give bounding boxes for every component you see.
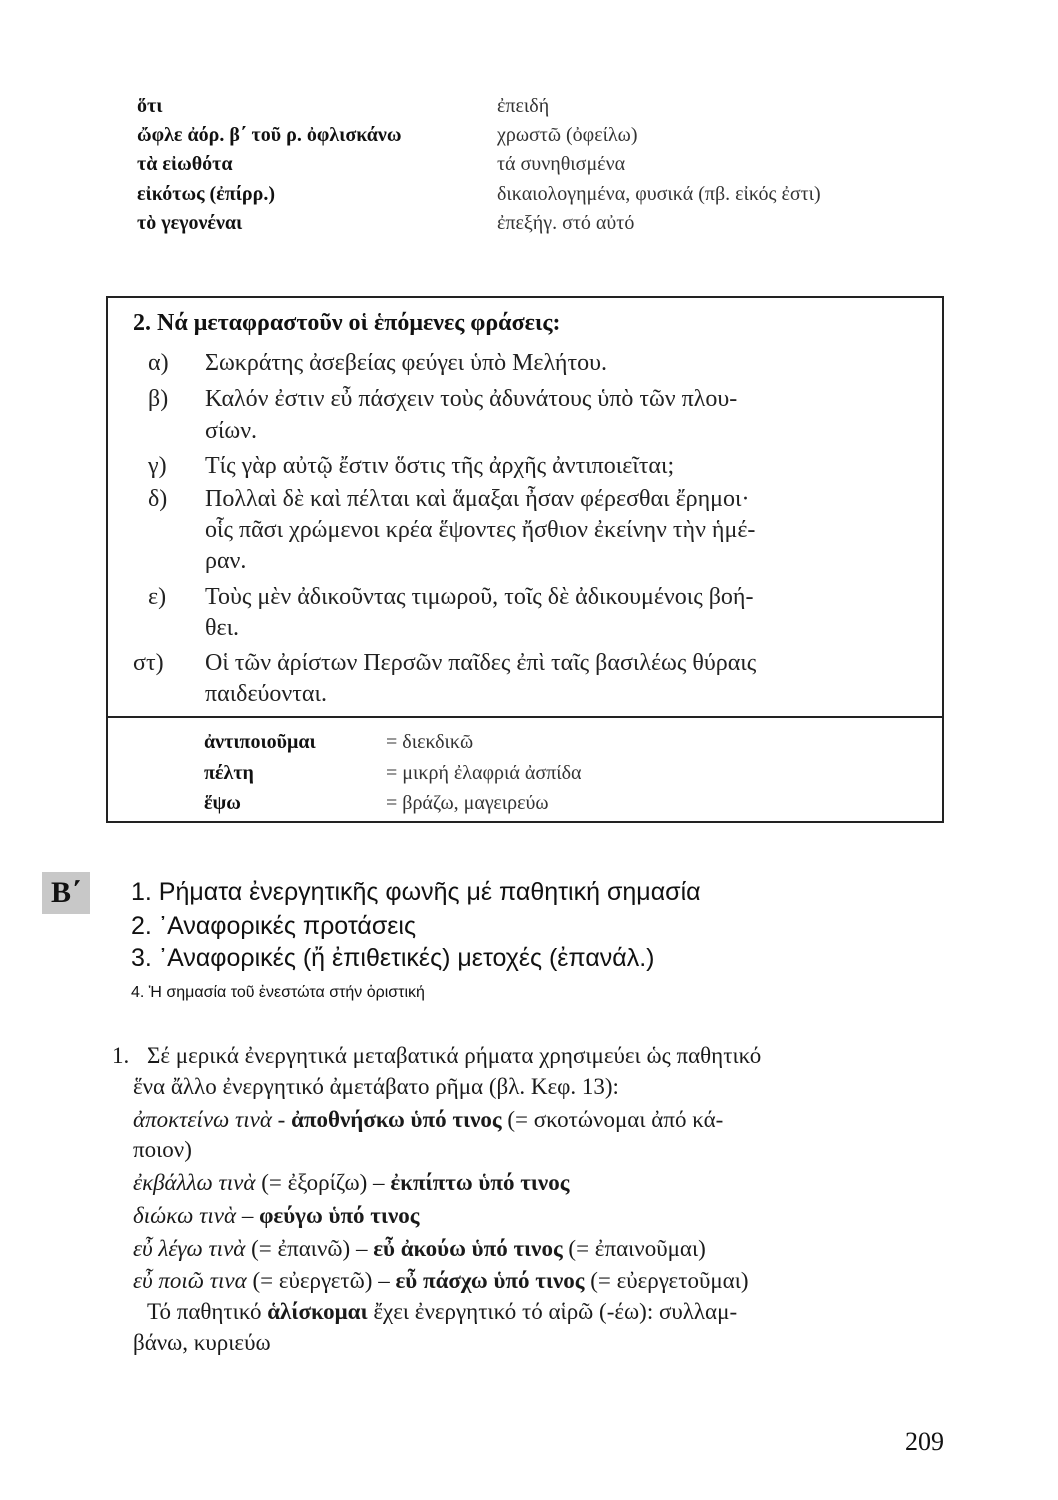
vocab-term: ἀντιποιοῦμαι <box>204 731 316 753</box>
exercise-label: β) <box>148 386 169 412</box>
glossary-term: εἰκότως (ἐπίρρ.) <box>137 183 275 205</box>
text-run: ἔχει ἐνεργητικό τό αἱρῶ (-έω): συλλαμ- <box>367 1299 738 1324</box>
exercise-label: γ) <box>148 453 167 479</box>
glossary-meaning: τά συνηθισμένα <box>497 153 626 175</box>
example-line: ποιον) <box>133 1137 192 1162</box>
passive-equivalent: εὖ πάσχω ὑπό τινος <box>395 1268 585 1293</box>
example-line <box>133 1203 420 1229</box>
exercise-label: α) <box>148 350 169 376</box>
glossary-meaning: ἐπειδή <box>497 95 550 117</box>
body-line <box>147 1299 737 1325</box>
gloss: (= ἐπαινῶ) – <box>245 1236 374 1261</box>
active-verb: εὖ λέγω τινὰ <box>133 1236 246 1261</box>
example-line <box>133 1268 749 1294</box>
section-topic: 4. Ἡ σημασία τοῦ ἐνεστώτα στήν ὁριστική <box>131 984 425 1001</box>
passive-equivalent: εὖ ἀκούω ὑπό τινος <box>373 1236 563 1261</box>
vocab-meaning: = βράζω, μαγειρεύω <box>386 792 549 814</box>
exercise-line: παιδεύονται. <box>205 681 327 707</box>
separator: – <box>236 1203 260 1228</box>
exercise-divider <box>106 716 944 718</box>
glossary-term: ὅτι <box>137 95 163 117</box>
active-verb: ἀποκτείνω τινὰ <box>133 1107 272 1132</box>
glossary-meaning: δικαιολογημένα, φυσικά (πβ. εἰκός ἐστι) <box>497 183 821 205</box>
exercise-line: Πολλαὶ δὲ καὶ πέλται καὶ ἅμαξαι ἦσαν φέρεσθαι ἔρημοι· <box>205 486 750 512</box>
gloss: (= σκοτώνομαι ἀπό κά- <box>501 1107 724 1132</box>
exercise-line: Οἱ τῶν ἀρίστων Περσῶν παῖδες ἐπὶ ταῖς βασιλέως θύραις <box>205 650 757 676</box>
exercise-line: Σωκράτης ἀσεβείας φεύγει ὑπὸ Μελήτου. <box>205 350 607 376</box>
exercise-label: στ) <box>133 650 164 676</box>
section-topic: 3. ᾿Αναφορικές (ἤ ἐπιθετικές) μετοχές (ἐπανάλ.) <box>131 944 655 972</box>
active-verb: εὖ ποιῶ τινα <box>133 1268 247 1293</box>
exercise-label: ε) <box>148 584 167 610</box>
exercise-label: δ) <box>148 486 168 512</box>
gloss: (= εὐεργετοῦμαι) <box>584 1268 749 1293</box>
glossary-meaning: ἐπεξήγ. στό αὐτό <box>497 212 635 234</box>
section-topic: 2. ᾿Αναφορικές προτάσεις <box>131 912 416 940</box>
gloss: (= ἐξορίζω) – <box>255 1170 391 1195</box>
exercise-title: 2. Νά μεταφραστοῦν οἱ ἑπόμενες φράσεις: <box>133 310 561 336</box>
gloss: (= ἐπαινοῦμαι) <box>562 1236 706 1261</box>
exercise-line: οἷς πᾶσι χρώμενοι κρέα ἕψοντες ἤσθιον ἐκείνην τὴν ἡμέ- <box>205 517 756 543</box>
gloss: (= εὐεργετῶ) – <box>246 1268 396 1293</box>
text-run: Τό παθητικό <box>147 1299 268 1324</box>
passive-equivalent: φεύγω ὑπό τινος <box>259 1203 420 1228</box>
passive-equivalent: ἐκπίπτω ὑπό τινος <box>390 1170 570 1195</box>
page-number: 209 <box>905 1427 944 1456</box>
body-line: Σέ μερικά ἐνεργητικά μεταβατικά ρήματα χρησιμεύει ὡς παθητικό <box>147 1043 762 1068</box>
body-line: βάνω, κυριεύω <box>133 1330 271 1355</box>
vocab-meaning: = διεκδικῶ <box>386 731 474 753</box>
exercise-line: σίων. <box>205 418 258 444</box>
glossary-term: τὰ εἰωθότα <box>137 153 233 175</box>
example-line <box>133 1236 706 1262</box>
passive-equivalent: ἀποθνήσκω ὑπό τινος <box>291 1107 502 1132</box>
exercise-line: Τοὺς μὲν ἀδικοῦντας τιμωροῦ, τοῖς δὲ ἀδικουμένοις βοή- <box>205 584 754 610</box>
active-verb: ἐκβάλλω τινὰ <box>133 1170 256 1195</box>
emphasized-verb: ἁλίσκομαι <box>267 1299 368 1324</box>
body-paragraph-number: 1. <box>112 1043 130 1068</box>
example-line <box>133 1170 569 1196</box>
vocab-term: ἕψω <box>204 792 241 814</box>
body-line: ἕνα ἄλλο ἐνεργητικό ἀμετάβατο ρῆμα (βλ. Κεφ. 13): <box>133 1074 619 1099</box>
exercise-line: Καλόν ἐστιν εὖ πάσχειν τοὺς ἀδυνάτους ὑπὸ τῶν πλου- <box>205 386 738 412</box>
glossary-meaning: χρωστῶ (ὀφείλω) <box>497 124 638 146</box>
example-line <box>133 1107 723 1133</box>
exercise-line: ραν. <box>205 548 247 574</box>
exercise-line: Τίς γὰρ αὐτῷ ἔστιν ὅστις τῆς ἀρχῆς ἀντιποιεῖται; <box>205 453 675 479</box>
glossary-term: ὤφλε ἀόρ. β΄ τοῦ ρ. ὀφλισκάνω <box>137 124 402 146</box>
exercise-line: θει. <box>205 615 240 641</box>
vocab-meaning: = μικρή ἐλαφριά ἀσπίδα <box>386 762 582 784</box>
vocab-term: πέλτη <box>204 762 254 784</box>
section-topic: 1. Ρήματα ἐνεργητικῆς φωνῆς μέ παθητική σημασία <box>131 878 701 906</box>
glossary-term: τὸ γεγονέναι <box>137 212 243 234</box>
active-verb: διώκω τινὰ <box>133 1203 237 1228</box>
section-badge: Β΄ <box>42 872 90 914</box>
separator: - <box>271 1107 292 1132</box>
